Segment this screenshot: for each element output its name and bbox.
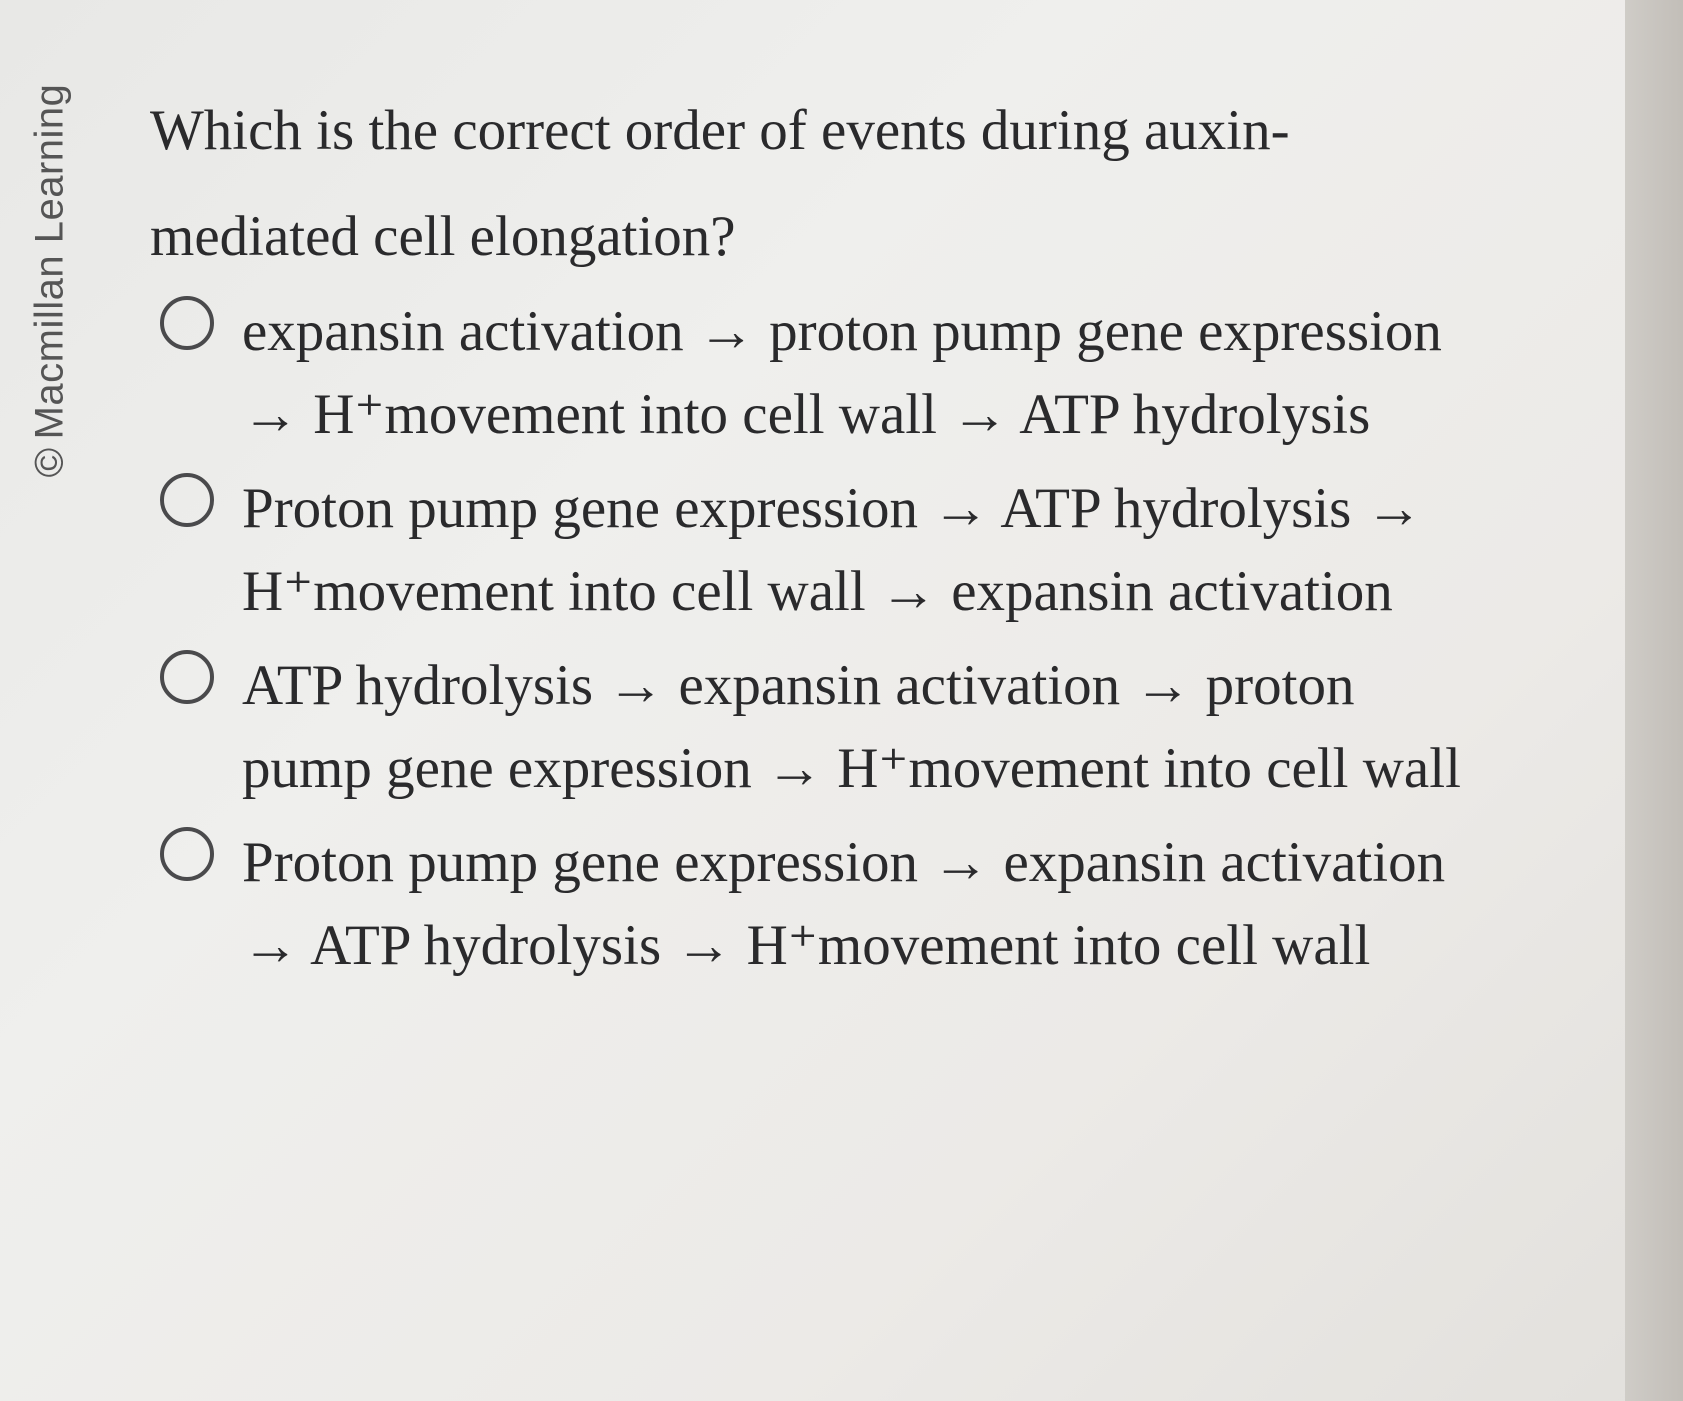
screen-edge xyxy=(1625,0,1683,1401)
option-label: Proton pump gene expression → ATP hydrolysis → H⁺movement into cell wall → expansin activation xyxy=(242,477,1423,623)
option-label: expansin activation → proton pump gene expression → H⁺movement into cell wall → ATP hydrolysis xyxy=(242,300,1442,446)
copyright-watermark xyxy=(20,30,80,530)
option-label: Proton pump gene expression → expansin activation → ATP hydrolysis → H⁺movement into cell wall xyxy=(242,831,1446,977)
radio-button-icon[interactable] xyxy=(160,827,214,881)
copyright-icon: © xyxy=(27,446,72,477)
watermark-text xyxy=(28,83,73,477)
option-label: ATP hydrolysis → expansin activation → proton pump gene expression → H⁺movement into cell wall xyxy=(242,654,1461,800)
radio-button-icon[interactable] xyxy=(160,650,214,704)
answer-options xyxy=(160,290,1500,998)
answer-option-1[interactable] xyxy=(160,290,1500,456)
watermark-label: Macmillan Learning xyxy=(27,83,72,439)
answer-option-2[interactable] xyxy=(160,467,1500,633)
answer-option-4[interactable] xyxy=(160,821,1500,987)
answer-option-3[interactable] xyxy=(160,644,1500,810)
radio-button-icon[interactable] xyxy=(160,473,214,527)
radio-button-icon[interactable] xyxy=(160,296,214,350)
question-text: Which is the correct order of events during auxin-mediated cell elongation? xyxy=(150,99,1290,268)
